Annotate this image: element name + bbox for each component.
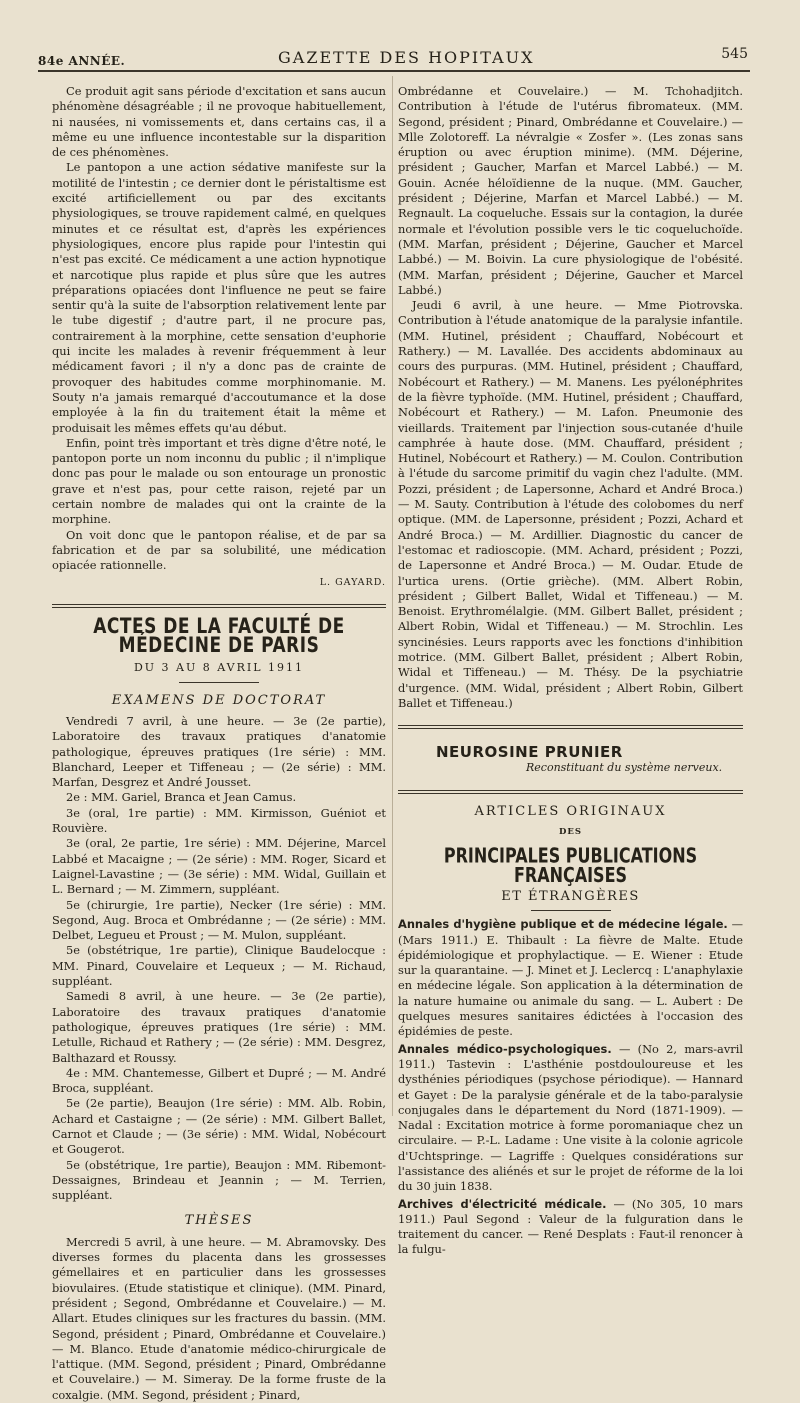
articles-subtitle: ET ÉTRANGÈRES [501,888,640,904]
thesis-entry: Ombrédanne et Couvelaire.) — M. Tchohadjitch. Contribution à l'étude de l'utérus fibromateux. (MM. Segond, président ; Pinard, Ombrédanne et Couvelaire.) — Mlle Zolotoreff. La névralgie « Zosfer ». (Les zonas sans éruption ou avec éruption minime). (MM. Déjerine, président ; Gaucher, Marfan et Marcel Labbé.) — M. Gouin. Acnée héloïdienne de la nuque. (MM. Gaucher, président ; Déjerine, Marfan et Marcel Labbé.) — M. Regnault. La coqueluche. Essais sur la contagion, la durée normale et l'évolution possible vers le tic coqueluchoïde. (MM. Marfan, président ; Déjerine, Gaucher et Marcel Labbé.) — M. Boivin. La cure physiologique de l'obésité. (MM. Marfan, président ; Déjerine, Gaucher et Marcel Labbé.) [398,84,743,297]
entry-body: — (Mars 1911.) E. Thibault : La fièvre de Malte. Etude épidémiologique et prophylactique. — E. Wiener : Etude sur la quarantaine. — J. Minet et J. Leclercq : L'anaphylaxie en médecine légale. Son application à la détermination de la nature humaine ou animale du sang. — L. Aubert : De quelques mesures sanitaires édictées à l'occasion des épidémies de peste. [398,917,743,1039]
article-entry [398,917,743,1039]
left-column [52,84,386,1403]
faculty-title: ACTES DE LA FACULTÉ DE MÉDECINE DE PARIS [93,614,345,659]
paragraph: On voit donc que le pantopon réalise, et de par sa fabrication et de par sa solubilité, une médication opiacée rationnelle. [52,527,386,573]
theses-title: THÈSES [184,1213,254,1229]
journal-title: GAZETTE DES HOPITAUX [278,48,535,67]
double-rule [398,725,743,729]
short-rule [531,910,611,911]
exam-entry: 3e (oral, 2e partie, 1re série) : MM. Déjerine, Marcel Labbé et Macaigne ; — (2e série) : MM. Roger, Sicard et Laignel-Lavastine ; — (3e série) : MM. Widal, Guillain et L. Bernard ; — M. Zimmern, suppléant. [52,836,386,897]
article-entry [398,1197,743,1258]
double-rule [398,790,743,794]
entry-title: Annales médico-psychologiques. [398,1041,612,1056]
exam-entry: 3e (oral, 1re partie) : MM. Kirmisson, Guéniot et Rouvière. [52,805,386,836]
exam-entry: 5e (2e partie), Beaujon (1re série) : MM. Alb. Robin, Achard et Castaigne ; — (2e série) : MM. Gilbert Ballet, Carnot et Claude ; — (3e série) : MM. Widal, Nobécourt et Gougerot. [52,1096,386,1157]
articles-des: DES [559,827,582,838]
entry-title: Annales d'hygiène publique et de médecine légale. [398,917,728,932]
exam-entry: 5e (obstétrique, 1re partie), Clinique Baudelocque : MM. Pinard, Couvelaire et Lequeux ; — M. Richaud, suppléant. [52,943,386,989]
author-signature: L. GAYARD. [319,576,386,588]
entry-title: Archives d'électricité médicale. [398,1196,607,1211]
exam-entry: Vendredi 7 avril, à une heure. — 3e (2e partie), Laboratoire des travaux pratiques d'anatomie pathologique, épreuves pratiques (1re série) : MM. Blanchard, Leeper et Tiffeneau ; — (2e série) : MM. Marfan, Desgrez et André Jousset. [52,713,386,790]
articles-title: ARTICLES ORIGINAUX [474,803,667,819]
article-entry [398,1042,743,1195]
exam-entry: 5e (obstétrique, 1re partie), Beaujon : MM. Ribemont-Dessaignes, Brindeau et Jeannin ; — M. Terrien, suppléant. [52,1157,386,1203]
exam-entry: 4e : MM. Chantemesse, Gilbert et Dupré ; — M. André Broca, suppléant. [52,1065,386,1096]
advert-block [436,745,743,776]
entry-body: — (No 305, 10 mars 1911.) Paul Segond : Valeur de la fulguration dans le traitement du cancer. — René Desplats : Faut-il renoncer à la fulgu- [398,1196,743,1257]
year-label: 84e ANNÉE. [38,54,126,68]
advert-title: NEUROSINE PRUNIER [436,743,623,762]
exam-entry: 5e (chirurgie, 1re partie), Necker (1re série) : MM. Segond, Aug. Broca et Ombrédanne ; — (2e série) : MM. Delbet, Legueu et Proust ; — M. Mulon, suppléant. [52,897,386,943]
thesis-entry: Mercredi 5 avril, à une heure. — M. Abramovsky. Des diverses formes du placenta dans les grossesses gémellaires et en particulier dans les grossesses biovulaires. (Etude statistique et clinique). (MM. Pinard, président ; Segond, Ombrédanne et Couvelaire.) — M. Allart. Etudes cliniques sur les fractures du bassin. (MM. Segond, président ; Pinard, Ombrédanne et Couvelaire.) — M. Blanco. Etude d'anatomie médico-chirurgicale de l'attique. (MM. Segond, président ; Pinard, Ombrédanne et Couvelaire.) — M. Simeray. De la forme fruste de la coxalgie. (MM. Segond, président ; Pinard, [52,1234,386,1402]
entry-body: — (No 2, mars-avril 1911.) Tastevin : L'asthénie postdouloureuse et les dysthénies périodiques (psychose périodique). — Hannard et Gayet : De la paralysie générale et de la tabo-paralysie conjugales dans le département du Nord (1871-1909). — Nadal : Excitation motrice à forme poromaniaque chez un circulaire. — P.-L. Ladame : Une visite à la colonie agricole d'Uchtspringe. — Lagriffe : Quelques considérations sur l'assistance des aliénés et sur le projet de réforme de la loi du 30 juin 1838. [398,1041,744,1194]
paragraph: Le pantopon a une action sédative manifeste sur la motilité de l'intestin ; ce dernier dont le péristaltisme est excité artificiellement ou par des excitants physiologiques, se trouve rapidement calmé, en quelques minutes et ce résultat est, d'après les expériences physiologiques, encore plus rapide pour l'intestin qui n'est pas excité. Ce médicament a une action hypnotique et narcotique plus rapide et plus sûre que les autres préparations opiacées dont l'influence ne peut se faire sentir qu'à la suite de l'absorption relativement lente par le tube digestif ; d'autre part, il ne procure pas, contrairement à la morphine, cette sensation d'euphorie qui incite les malades à revenir fréquemment à leur médicament favori ; il n'y a donc pas de crainte de provoquer des habitudes comme morphinomanie. M. Souty n'a jamais remarqué d'accoutumance et la dose employée à la fin du traitement était la même et produisait les mêmes effets qu'au début. [52,160,386,435]
paragraph: Ce produit agit sans période d'excitation et sans aucun phénomène désagréable ; il ne provoque habituellement, ni nausées, ni vomissements et, dans certains cas, il a même eu une influence incontestable sur la disparition de ces phénomènes. [52,84,386,160]
exam-entry: Samedi 8 avril, à une heure. — 3e (2e partie), Laboratoire des travaux pratiques d'anatomie pathologique, épreuves pratiques (1re série) : MM. Letulle, Richaud et Rathery ; — (2e série) : MM. Desgrez, Balthazard et Roussy. [52,989,386,1065]
advert-subtitle: Reconstituant du système nerveux. [526,761,723,775]
page-header [38,46,748,68]
exam-entry: 2e : MM. Gariel, Branca et Jean Camus. [66,790,297,805]
header-rule [38,70,750,72]
exams-title: EXAMENS DE DOCTORAT [111,692,327,708]
double-rule [52,604,386,608]
right-column [398,84,743,1258]
paragraph: Enfin, point très important et très digne d'être noté, le pantopon porte un nom inconnu du public ; il n'implique donc pas pour le malade ou son entourage un pronostic grave et n'est pas, pour cette raison, rejeté par un certain nombre de malades qui ont la crainte de la morphine. [52,435,386,527]
thesis-entry: Jeudi 6 avril, à une heure. — Mme Piotrovska. Contribution à l'étude anatomique de la paralysie infantile. (MM. Hutinel, président ; Chauffard, Nobécourt et Rathery.) — M. Lavallée. Des accidents abdominaux au cours des purpuras. (MM. Hutinel, président ; Chauffard, Nobécourt et Rathery.) — M. Manens. Les pyélonéphrites de la fièvre typhoïde. (MM. Hutinel, président ; Chauffard, Nobécourt et Rathery.) — M. Lafon. Pneumonie des vieillards. Traitement par l'injection sous-cutanée d'huile camphrée à haute dose. (MM. Chauffard, président ; Hutinel, Nobécourt et Rathery.) — M. Coulon. Contribution à l'étude du sarcome primitif du vagin chez l'adulte. (MM. Pozzi, président ; de Lapersonne, Achard et André Broca.) — M. Sauty. Contribution à l'étude des colobomes du nerf optique. (MM. de Lapersonne, président ; Pozzi, Achard et André Broca.) — M. Ardillier. Diagnostic du cancer de l'estomac et radioscopie. (MM. Achard, président ; Pozzi, de Lapersonne et André Broca.) — M. Oudar. Etude de l'urtica urens. (Ortie grièche). (MM. Albert Robin, président ; Gilbert Ballet, Widal et Tiffeneau.) — M. Benoist. Erythromélalgie. (MM. Gilbert Ballet, président ; Albert Robin, Widal et Tiffeneau.) — M. Strochlin. Les syncinésies. Leurs rapports avec les fonctions d'inhibition motrice. (MM. Gilbert Ballet, président ; Albert Robin, Widal et Tiffeneau.) — M. Thésy. De la psychiatrie d'urgence. (MM. Widal, président ; Albert Robin, Gilbert Ballet et Tiffeneau.) [398,298,743,710]
column-separator [392,76,393,1116]
faculty-date: DU 3 AU 8 AVRIL 1911 [133,661,305,675]
articles-main-title: PRINCIPALES PUBLICATIONS FRANÇAISES [443,843,698,888]
short-rule [179,682,259,683]
page-number: 545 [721,46,748,62]
